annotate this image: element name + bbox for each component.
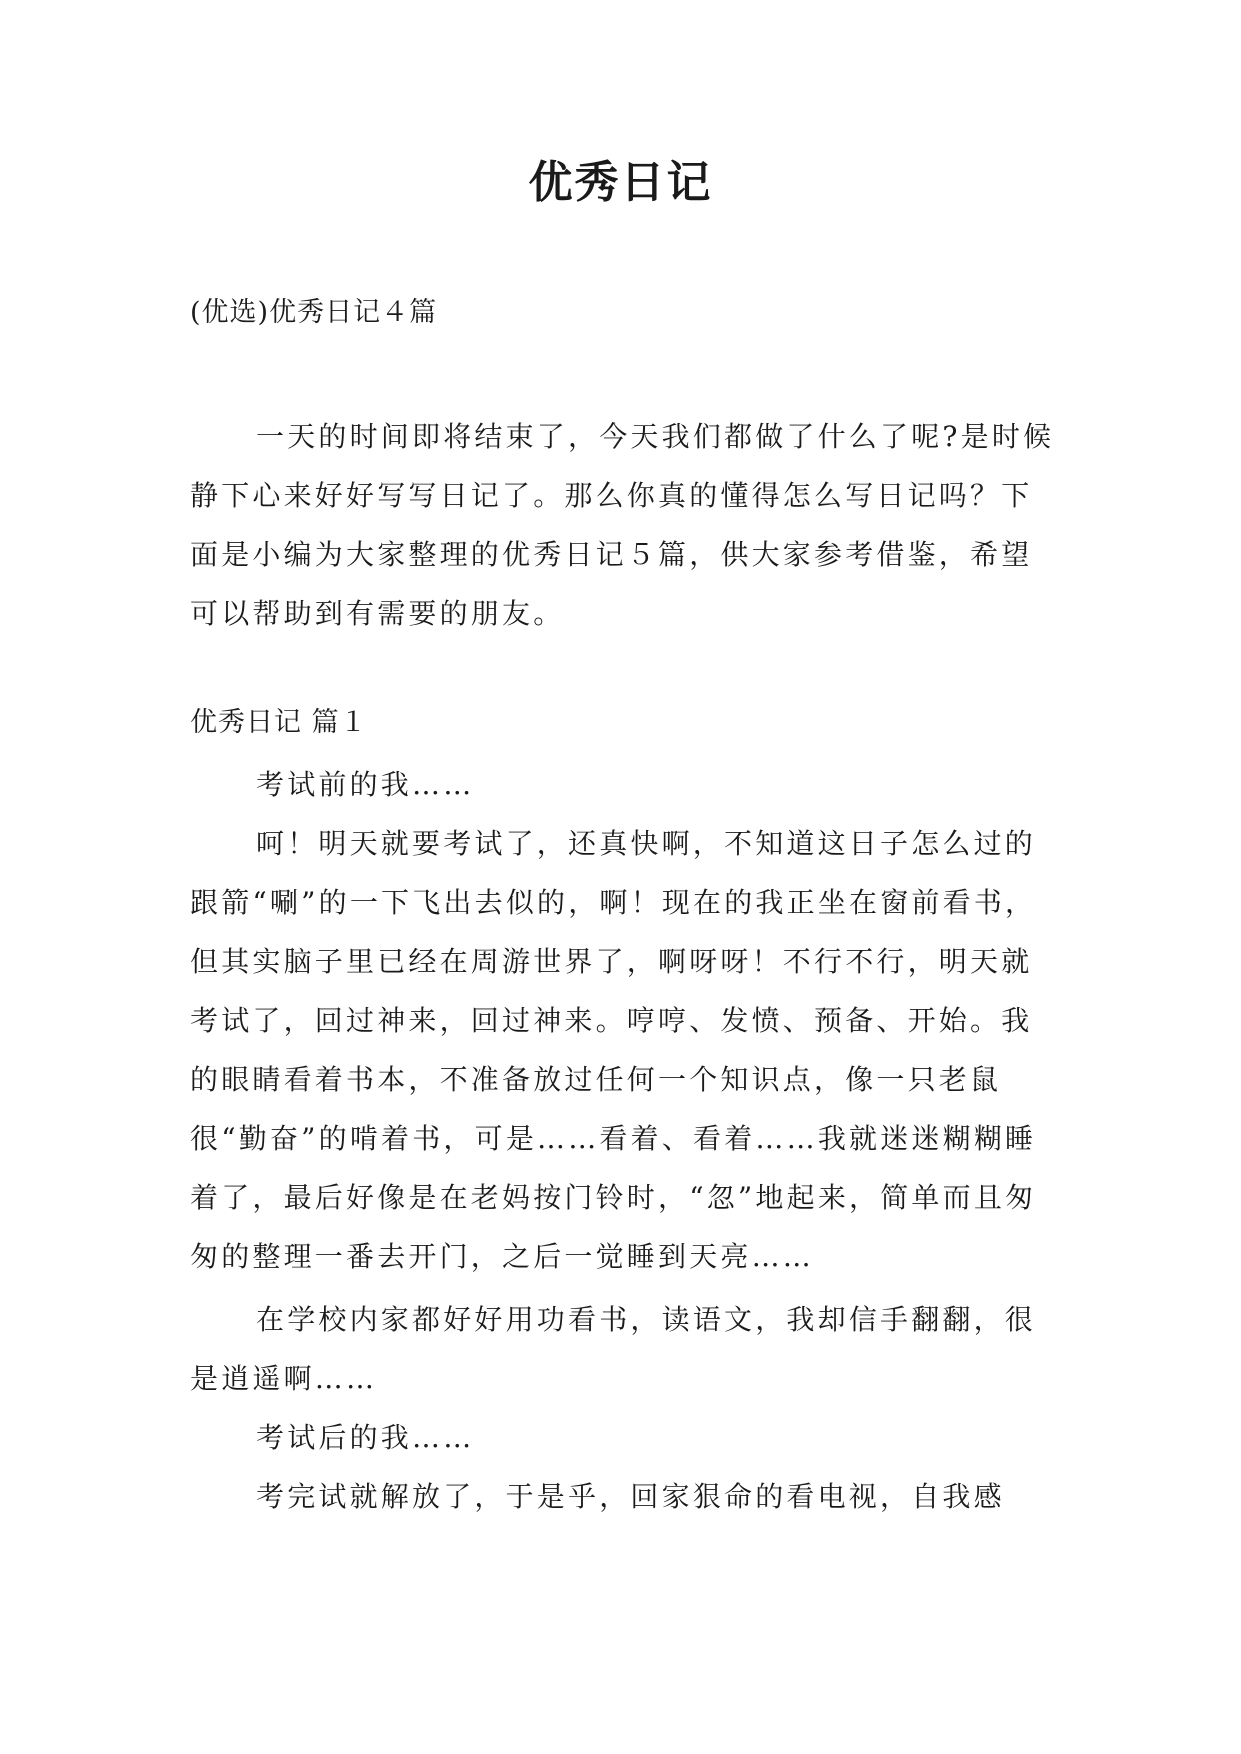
article-body <box>190 755 1058 1526</box>
section-title: 优秀日记 篇１ <box>190 707 368 738</box>
document-title: 优秀日记 <box>528 157 713 208</box>
body-paragraph: 考试后的我…… <box>256 1421 475 1454</box>
intro-paragraph: 一天的时间即将结束了，今天我们都做了什么了呢?是时候静下心来好好写写日记了。那么你真的懂得怎么写日记吗？下面是小编为大家整理的优秀日记５篇，供大家参考借鉴，希望可以帮助到有需要的朋友。 <box>190 420 1055 630</box>
body-paragraph: 考完试就解放了，于是乎，回家狠命的看电视，自我感 <box>256 1480 1005 1513</box>
document-subtitle: (优选)优秀日记４篇 <box>190 297 438 328</box>
body-paragraph: 在学校内家都好好用功看书，读语文，我却信手翻翻，很是逍遥啊…… <box>190 1303 1037 1395</box>
body-paragraph: 考试前的我…… <box>256 768 475 801</box>
body-paragraph: 呵！明天就要考试了，还真快啊，不知道这日子怎么过的跟箭“唰”的一下飞出去似的，啊！现在的我正坐在窗前看书，但其实脑子里已经在周游世界了，啊呀呀！不行不行，明天就考试了，回过神来，回过神来。哼哼、发愤、预备、开始。我的眼睛看着书本，不准备放过任何一个知识点，像一只老鼠很“勤奋”的啃着书，可是……看着、看着……我就迷迷糊糊睡着了，最后好像是在老妈按门铃时，“忽”地起来，简单而且匆匆的整理一番去开门，之后一觉睡到天亮…… <box>190 827 1037 1273</box>
